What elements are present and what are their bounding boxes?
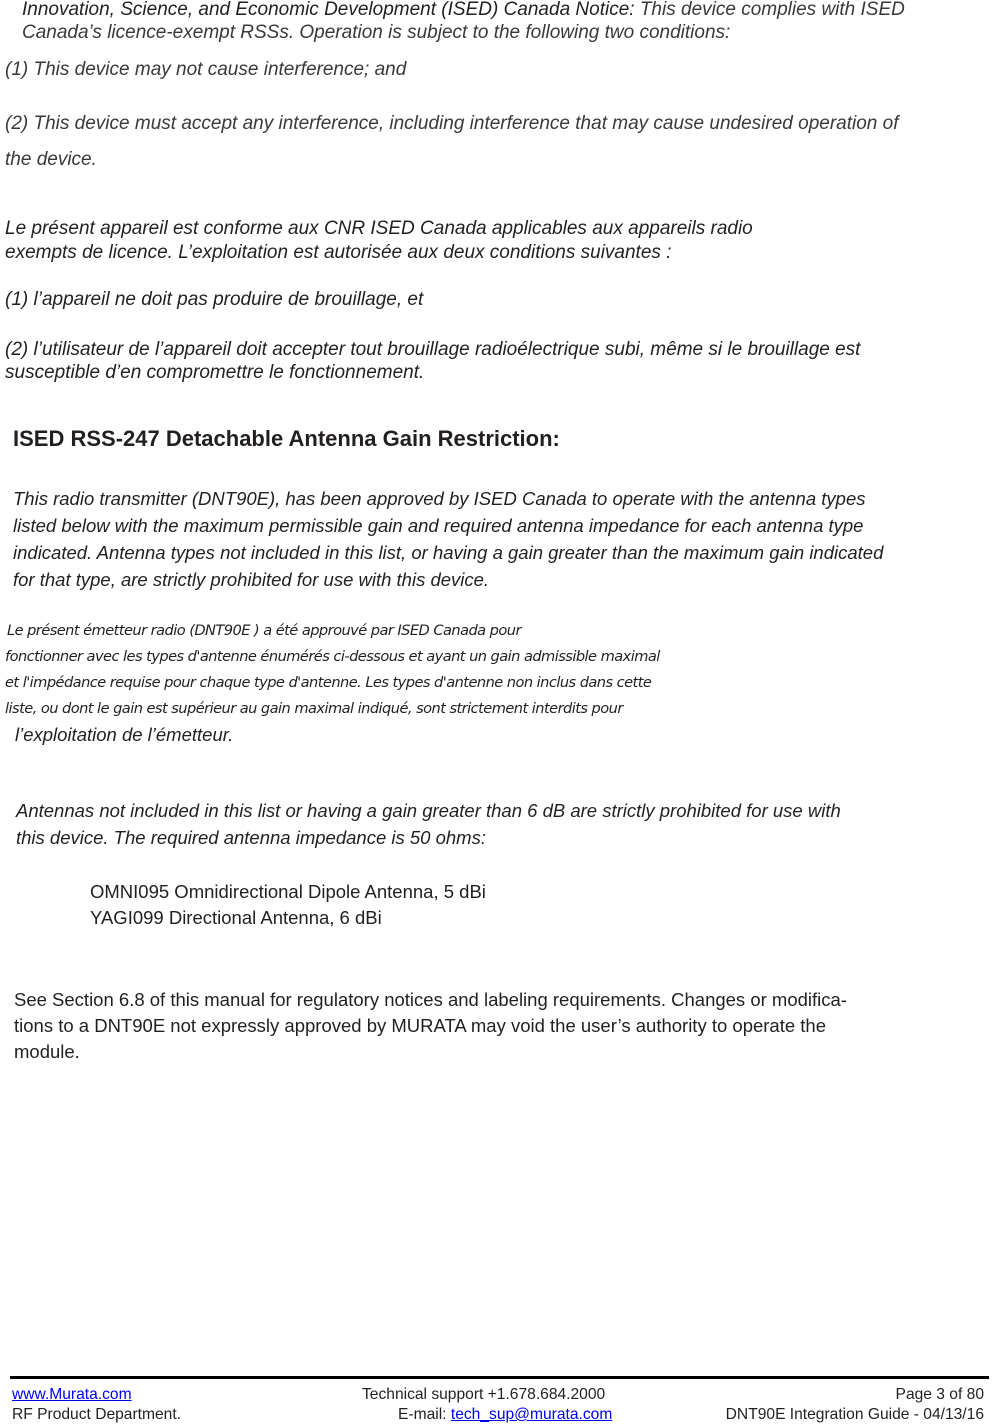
antenna-paragraph-line: listed below with the maximum permissible gain and required antenna impedance for each antenna type (13, 515, 864, 536)
website-link[interactable]: www.Murata.com (12, 1386, 132, 1403)
department-label: RF Product Department. (12, 1406, 181, 1423)
ised-condition-2-line2: the device. (5, 149, 97, 170)
french-antenna-paragraph-line: Le présent émetteur radio (DNT90E ) a été approuvé par ISED Canada pour (7, 622, 521, 639)
antenna-restriction-line2: this device. The required antenna impedance is 50 ohms: (16, 827, 486, 848)
ised-notice-text: This device complies with ISED (634, 0, 905, 20)
antenna-list-item: YAGI099 Directional Antenna, 6 dBi (90, 907, 382, 928)
french-condition-2-line1: (2) l’utilisateur de l’appareil doit accepter tout brouillage radioélectrique subi, même si le brouillage est (5, 339, 861, 360)
see-section-line: tions to a DNT90E not expressly approved by MURATA may void the user’s authority to operate the (14, 1015, 827, 1036)
french-condition-1: (1) l’appareil ne doit pas produire de brouillage, et (5, 289, 424, 310)
french-antenna-paragraph-end: l’exploitation de l’émetteur. (15, 724, 234, 745)
french-antenna-paragraph-line: et l'impédance requise pour chaque type d'antenne. Les types d'antenne non inclus dans cette (5, 674, 652, 691)
support-phone: Technical support +1.678.684.2000 (362, 1386, 606, 1403)
ised-notice-line1 (22, 0, 905, 21)
french-condition-2-line2: susceptible d’en compromettre le fonctionnement. (5, 362, 425, 383)
antenna-paragraph-line: indicated. Antenna types not included in this list, or having a gain greater than the maximum gain indicated (13, 542, 884, 563)
ised-condition-1: (1) This device may not cause interference; and (5, 59, 407, 80)
ised-notice-line2: Canada’s licence-exempt RSSs. Operation is subject to the following two conditions: (22, 22, 731, 43)
antenna-paragraph-line: This radio transmitter (DNT90E), has been approved by ISED Canada to operate with the antenna types (13, 488, 866, 509)
antenna-paragraph-line: for that type, are strictly prohibited for use with this device. (13, 569, 490, 590)
french-notice-line2: exempts de licence. L’exploitation est autorisée aux deux conditions suivantes : (5, 242, 672, 263)
ised-notice-lead: Innovation, Science, and Economic Development (ISED) Canada Notice: (22, 0, 635, 20)
french-antenna-paragraph-line: liste, ou dont le gain est supérieur au gain maximal indiqué, sont strictement interdits pour (5, 700, 623, 717)
ised-condition-2-line1: (2) This device must accept any interference, including interference that may cause undesired operation of (5, 113, 899, 134)
antenna-restriction-line1: Antennas not included in this list or having a gain greater than 6 dB are strictly prohibited for use with (16, 800, 841, 821)
see-section-line: module. (14, 1041, 80, 1062)
antenna-restriction-heading: ISED RSS-247 Detachable Antenna Gain Restriction: (13, 426, 560, 451)
footer-divider (10, 1376, 989, 1379)
email-link[interactable]: tech_sup@murata.com (450, 1406, 613, 1423)
email-label: E-mail: (398, 1406, 447, 1423)
email-row (398, 1405, 612, 1424)
french-notice-line1: Le présent appareil est conforme aux CNR ISED Canada applicables aux appareils radio (5, 218, 753, 239)
page-number: Page 3 of 80 (895, 1386, 984, 1403)
antenna-list-item: OMNI095 Omnidirectional Dipole Antenna, 5 dBi (90, 881, 486, 902)
see-section-line: See Section 6.8 of this manual for regulatory notices and labeling requirements. Changes or modifica- (14, 989, 847, 1010)
french-antenna-paragraph-line: fonctionner avec les types d'antenne énumérés ci-dessous et ayant un gain admissible maximal (5, 648, 660, 665)
guide-title: DNT90E Integration Guide - 04/13/16 (725, 1406, 984, 1423)
